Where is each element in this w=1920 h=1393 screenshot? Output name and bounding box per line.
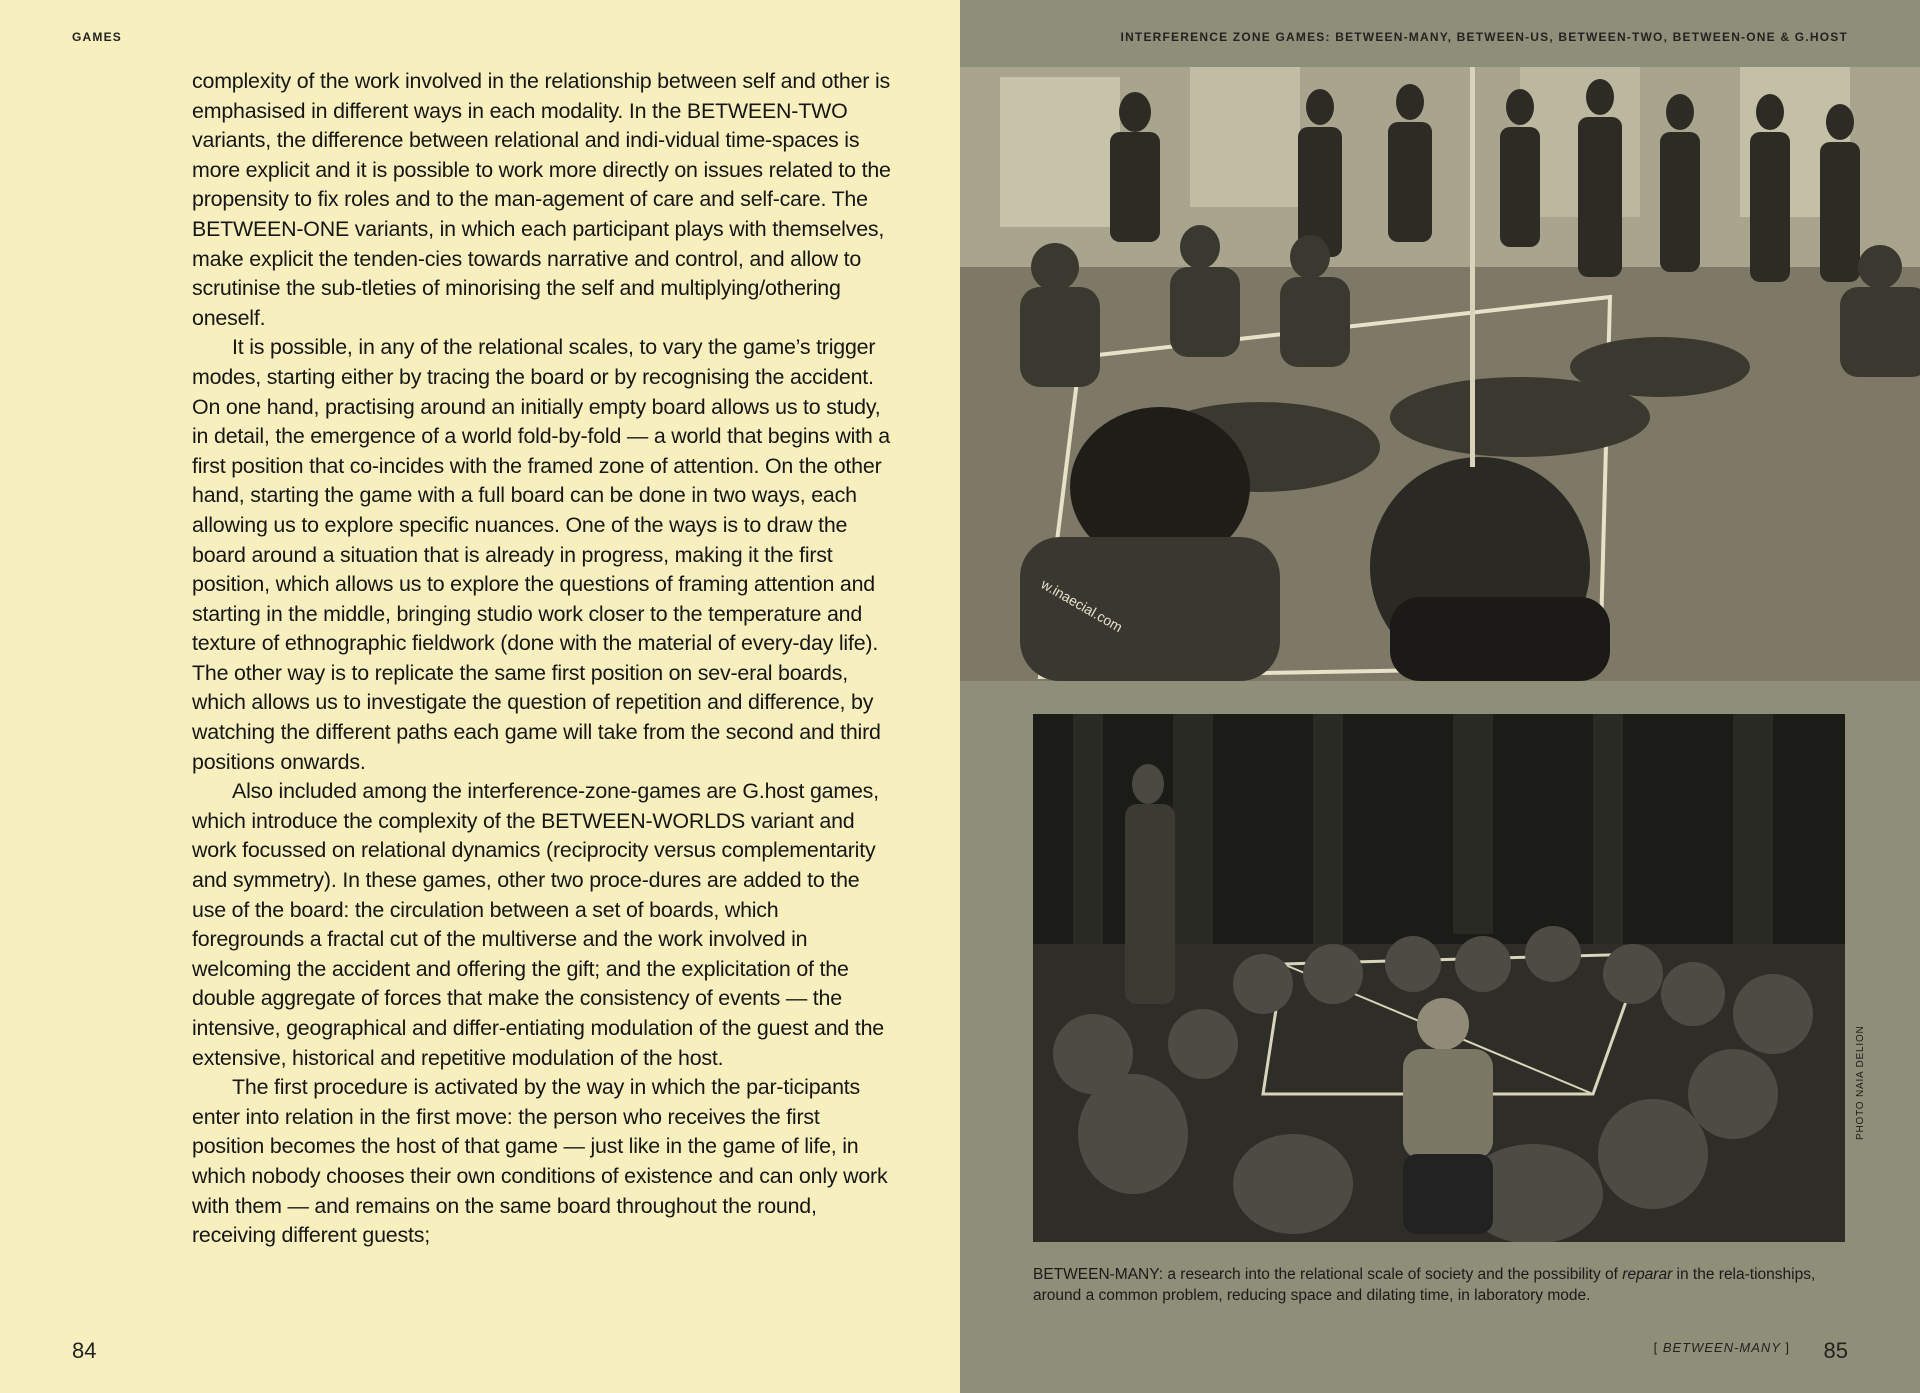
photo-caption (1033, 1264, 1823, 1306)
body-text (192, 67, 892, 1251)
caption-italic-term: reparar (1622, 1266, 1673, 1283)
photo-workshop-floor-illustration (960, 67, 1920, 681)
photo-credit: PHOTO NAIA DELION (1855, 1025, 1866, 1140)
shirt-logo-text: w.inaecial.com (1038, 575, 1126, 636)
photo-workshop-floor (960, 67, 1920, 681)
page-number-right: 85 (1823, 1338, 1848, 1363)
bracket-close: ] (1785, 1340, 1790, 1355)
right-page (960, 0, 1920, 1393)
caption-lead: BETWEEN-MANY: (1033, 1266, 1164, 1283)
caption-text-after: in the rela-tionships, around a common problem, reducing space and dilating time, in laboratory mode. (1033, 1266, 1816, 1304)
section-tag-label: BETWEEN-MANY (1662, 1340, 1781, 1355)
section-tag (1654, 1340, 1790, 1355)
caption-text-before: a research into the relational scale of society and the possibility of (1163, 1266, 1623, 1283)
paragraph: Also included among the interference-zone-games are G.host games, which introduce the complexity of the BETWEEN-WORLDS variant and work focussed on relational dynamics (reciprocity versus complementarity and symmetry). In these games, other two proce-dures are added to the use of the board: the circulation between a set of boards, which foregrounds a fractal cut of the multiverse and the work involved in welcoming the accident and offering the gift; and the explicitation of the double aggregate of forces that make the consistency of events — the intensive, geographical and differ-entiating modulation of the guest and the extensive, historical and repetitive modulation of the host. (192, 779, 884, 1070)
running-head-left: GAMES (72, 30, 123, 44)
page-number-left: 84 (72, 1338, 97, 1363)
photo-studio-circle (1033, 714, 1845, 1242)
bracket-open: [ (1653, 1340, 1659, 1355)
photo-studio-circle-illustration (1033, 714, 1845, 1242)
paragraph: The first procedure is activated by the way in which the par-ticipants enter into relation in the first move: the person who receives the first position becomes the host of that game — just like in the game of life, in which nobody chooses their own conditions of existence and can only work with them — and remains on the same board throughout the round, receiving different guests; (192, 1075, 888, 1248)
running-head-right: INTERFERENCE ZONE GAMES: BETWEEN-MANY, BETWEEN-US, BETWEEN-TWO, BETWEEN-ONE & G.HOST (1120, 30, 1848, 44)
paragraph: complexity of the work involved in the relationship between self and other is emphasised in different ways in each modality. In the BETWEEN-TWO variants, the difference between relational and indi-vidual time-spaces is more explicit and it is possible to work more directly on issues related to the propensity to fix roles and to the man-agement of care and self-care. The BETWEEN-ONE variants, in which each participant plays with themselves, make explicit the tenden-cies towards narrative and control, and allow to scrutinise the sub-tleties of minorising the self and multiplying/othering oneself. (192, 69, 891, 330)
paragraph: It is possible, in any of the relational scales, to vary the game’s trigger modes, starting either by tracing the board or by recognising the accident. On one hand, practising around an initially empty board allows us to study, in detail, the emergence of a world fold-by-fold — a world that begins with a first position that co-incides with the framed zone of attention. On the other hand, starting the game with a full board can be done in two ways, each allowing us to explore specific nuances. One of the ways is to draw the board around a situation that is already in progress, making it the first position, which allows us to explore the questions of framing attention and starting in the middle, bringing studio work closer to the temperature and texture of ethnographic fieldwork (done with the material of every-day life). The other way is to replicate the same first position on sev-eral boards, which allows us to investigate the question of repetition and difference, by watching the different paths each game will take from the second and third positions onwards. (192, 335, 891, 774)
